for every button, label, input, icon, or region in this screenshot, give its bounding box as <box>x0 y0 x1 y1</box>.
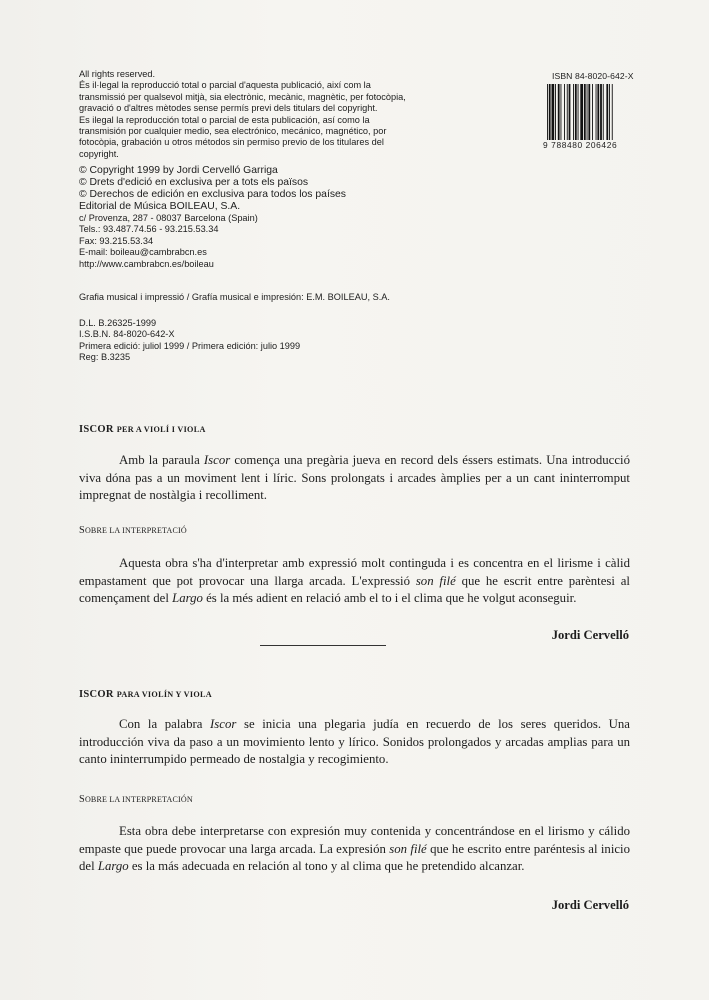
barcode-number: 9 788480 206426 <box>543 140 618 150</box>
spanish-body-3: es la más adecuada en relación al tono y al clima que he pretendido alcanzar. <box>128 859 525 873</box>
spanish-body-2: que he escrito entre paréntesis al inicio del <box>79 841 631 873</box>
spanish-intro-italic: Iscor <box>210 717 237 731</box>
legal-edition: Primera edició: juliol 1999 / Primera edición: julio 1999 <box>79 340 301 351</box>
catalan-title-rest: PER A VIOLÍ I VIOLA <box>116 425 206 434</box>
barcode-icon <box>547 84 631 140</box>
publisher-web: http://www.cambrabcn.es/boileau <box>79 258 214 269</box>
publisher-fax: Fax: 93.215.53.34 <box>79 235 154 246</box>
catalan-intro <box>79 452 630 505</box>
catalan-title <box>79 424 206 435</box>
copyright-line: © Copyright 1999 by Jordi Cervelló Garriga <box>79 165 278 176</box>
rights-line: transmissió per qualsevol mitjà, sia electrònic, mecànic, magnètic, per fotocòpia, <box>79 91 406 102</box>
spanish-subtitle <box>79 794 193 805</box>
catalan-body <box>79 555 630 608</box>
spanish-body-italic-1: son filé <box>389 841 427 856</box>
spanish-body-italic-2: Largo <box>97 859 129 873</box>
legal-reg: Reg: B.3235 <box>79 352 131 363</box>
catalan-body-italic-1: son filé <box>415 573 456 588</box>
catalan-title-word: ISCOR <box>79 424 114 435</box>
printing-credit <box>79 292 439 303</box>
spanish-title-rest: PARA VIOLÍN Y VIOLA <box>116 690 212 699</box>
spanish-intro-pre: Con la palabra <box>119 717 211 731</box>
spanish-body-1: Esta obra debe interpretarse con expresión muy contenida y concentrándose en el lirismo y cálido empaste que puede provocar una larga arcada. La expresión <box>79 824 630 856</box>
spanish-body <box>79 823 630 876</box>
legal-isbn: I.S.B.N. 84-8020-642-X <box>79 329 175 340</box>
publisher-email: E-mail: boileau@cambrabcn.es <box>79 247 207 258</box>
rights-line: copyright. <box>79 148 119 159</box>
catalan-subtitle-first: S <box>79 525 85 536</box>
rights-line: És il·legal la reproducció total o parcial d'aquesta publicació, així com la <box>79 80 371 91</box>
spanish-title-word: ISCOR <box>79 689 114 700</box>
legal-dl: D.L. B.26325-1999 <box>79 318 157 328</box>
catalan-intro-post: comença una pregària jueva en record dels éssers estimats. Una introducció viva dóna pas a un moviment lent i líric. Sons prolongats i arcades àmplies per a un cant ininterromput impregnat de nostàlgia i recolliment. <box>79 453 630 502</box>
publisher-name: Editorial de Música BOILEAU, S.A. <box>79 201 241 212</box>
barcode-isbn-label: ISBN 84-8020-642-X <box>552 71 634 81</box>
rights-catalan: © Drets d'edició en exclusiva per a tots els països <box>79 177 309 188</box>
spanish-title <box>79 689 212 700</box>
publisher-address: c/ Provenza, 287 - 08037 Barcelona (Spain) <box>79 213 258 223</box>
rights-line: gravació o d'altres mètodes sense permís previ dels titulars del copyright. <box>79 103 378 114</box>
rights-line: fotocòpia, grabación u otros métodos sin permiso previo de los titulares del <box>79 137 384 148</box>
spanish-intro <box>79 716 630 769</box>
rights-line: All rights reserved. <box>79 69 156 79</box>
spanish-subtitle-rest: OBRE LA INTERPRETACIÓN <box>84 795 193 804</box>
printing-line: Grafia musical i impressió / Grafía musical e impresión: E.M. BOILEAU, S.A. <box>79 292 390 302</box>
catalan-signature: Jordi Cervelló <box>551 628 629 642</box>
catalan-body-italic-2: Largo <box>172 591 203 605</box>
publisher-block <box>79 165 439 270</box>
catalan-body-1: Aquesta obra s'ha d'interpretar amb expressió molt continguda i es concentra en el lirisme i càlid empastament que pot provocar una llarga arcada. L'expressió <box>79 556 630 588</box>
rights-spanish: © Derechos de edición en exclusiva para todos los países <box>79 189 346 200</box>
spanish-signature: Jordi Cervelló <box>551 898 629 912</box>
catalan-body-2: que he escrit entre parèntesi al començament del <box>79 573 630 605</box>
catalan-subtitle <box>79 525 187 536</box>
catalan-intro-italic: Iscor <box>203 453 231 467</box>
publisher-tels: Tels.: 93.487.74.56 - 93.215.53.34 <box>79 224 219 235</box>
section-divider <box>260 645 386 646</box>
spanish-subtitle-first: S <box>79 794 85 805</box>
copyright-notice <box>79 69 439 160</box>
legal-block <box>79 318 439 364</box>
rights-line: Es ilegal la reproducción total o parcial de esta publicación, así como la <box>79 114 370 125</box>
catalan-intro-pre: Amb la paraula <box>119 453 204 467</box>
rights-line: transmisión por cualquier medio, sea electrónico, mecánico, magnético, por <box>79 126 387 137</box>
catalan-subtitle-rest: OBRE LA INTERPRETACIÓ <box>84 526 187 535</box>
spanish-intro-post: se inicia una plegaria judía en recuerdo de los seres queridos. Una introducción viva da paso a un movimiento lento y lírico. Sonidos prolongados y arcadas amplias para un canto ininterrumpido permeado de nostalgia y recogimiento. <box>79 717 630 766</box>
catalan-body-3: és la més adient en relació amb el to i el clima que he volgut aconseguir. <box>202 591 577 605</box>
